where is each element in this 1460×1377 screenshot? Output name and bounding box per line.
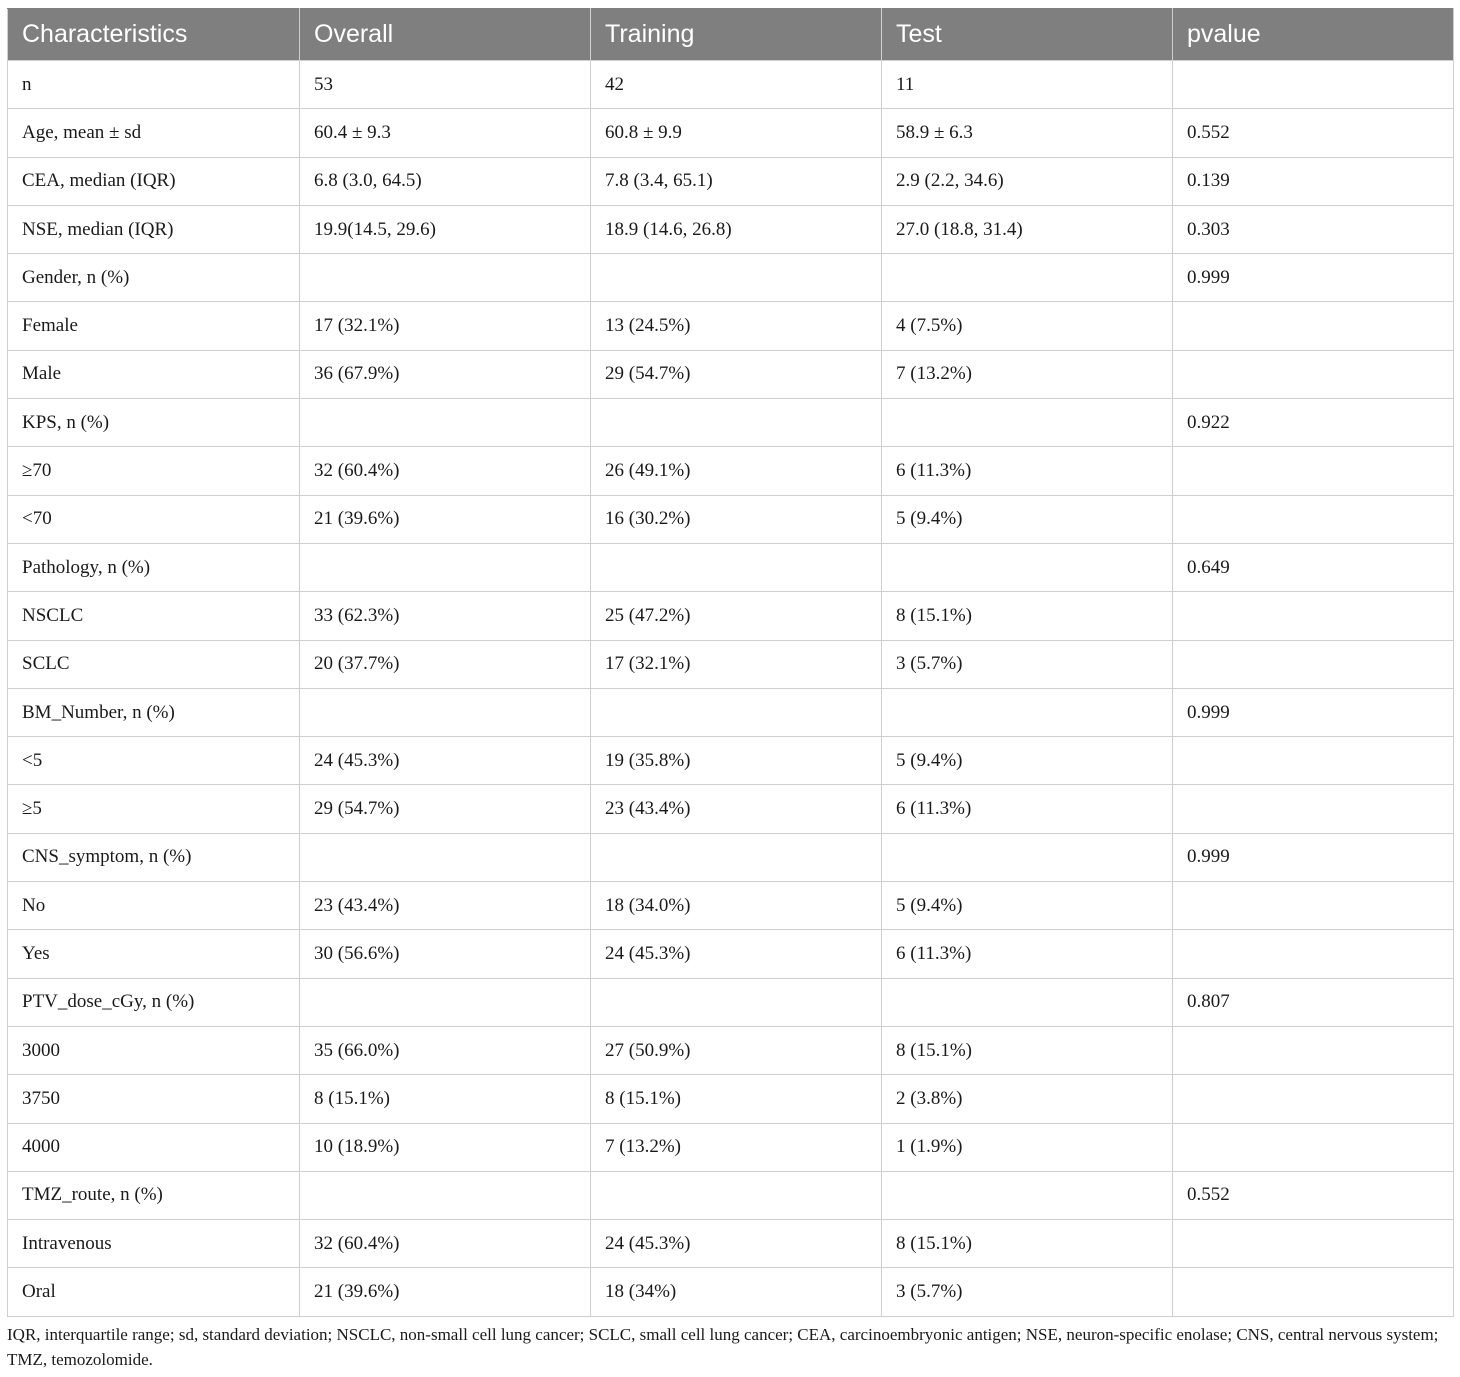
pvalue-cell xyxy=(1173,1123,1454,1171)
characteristic-cell: KPS, n (%) xyxy=(8,399,300,447)
test-cell: 8 (15.1%) xyxy=(882,1220,1173,1268)
pvalue-cell: 0.999 xyxy=(1173,833,1454,881)
characteristic-cell: CNS_symptom, n (%) xyxy=(8,833,300,881)
header-overall: Overall xyxy=(300,9,591,61)
table-row xyxy=(8,978,1454,1026)
pvalue-cell: 0.139 xyxy=(1173,157,1454,205)
table-row xyxy=(8,109,1454,157)
training-cell: 24 (45.3%) xyxy=(591,1220,882,1268)
characteristic-cell: <70 xyxy=(8,495,300,543)
table-row xyxy=(8,833,1454,881)
overall-cell: 21 (39.6%) xyxy=(300,1268,591,1316)
pvalue-cell xyxy=(1173,737,1454,785)
training-cell: 18 (34.0%) xyxy=(591,882,882,930)
pvalue-cell xyxy=(1173,302,1454,350)
test-cell: 6 (11.3%) xyxy=(882,930,1173,978)
training-cell: 29 (54.7%) xyxy=(591,350,882,398)
characteristic-cell: Gender, n (%) xyxy=(8,254,300,302)
training-cell: 17 (32.1%) xyxy=(591,640,882,688)
overall-cell: 23 (43.4%) xyxy=(300,882,591,930)
characteristic-cell: CEA, median (IQR) xyxy=(8,157,300,205)
overall-cell: 8 (15.1%) xyxy=(300,1075,591,1123)
table-row xyxy=(8,1171,1454,1219)
characteristic-cell: 4000 xyxy=(8,1123,300,1171)
overall-cell: 24 (45.3%) xyxy=(300,737,591,785)
header-pvalue: pvalue xyxy=(1173,9,1454,61)
characteristic-cell: NSCLC xyxy=(8,592,300,640)
characteristic-cell: Age, mean ± sd xyxy=(8,109,300,157)
overall-cell xyxy=(300,1171,591,1219)
training-cell: 26 (49.1%) xyxy=(591,447,882,495)
pvalue-cell xyxy=(1173,61,1454,109)
overall-cell: 29 (54.7%) xyxy=(300,785,591,833)
overall-cell: 6.8 (3.0, 64.5) xyxy=(300,157,591,205)
pvalue-cell xyxy=(1173,785,1454,833)
overall-cell: 60.4 ± 9.3 xyxy=(300,109,591,157)
table-row xyxy=(8,543,1454,591)
training-cell xyxy=(591,978,882,1026)
characteristic-cell: No xyxy=(8,882,300,930)
characteristic-cell: Female xyxy=(8,302,300,350)
test-cell xyxy=(882,978,1173,1026)
pvalue-cell: 0.999 xyxy=(1173,254,1454,302)
header-test: Test xyxy=(882,9,1173,61)
training-cell: 25 (47.2%) xyxy=(591,592,882,640)
training-cell: 42 xyxy=(591,61,882,109)
table-body xyxy=(8,61,1454,1317)
test-cell: 4 (7.5%) xyxy=(882,302,1173,350)
overall-cell xyxy=(300,688,591,736)
training-cell xyxy=(591,543,882,591)
characteristic-cell: BM_Number, n (%) xyxy=(8,688,300,736)
training-cell xyxy=(591,833,882,881)
table-row xyxy=(8,1123,1454,1171)
pvalue-cell xyxy=(1173,1220,1454,1268)
overall-cell xyxy=(300,833,591,881)
table-row xyxy=(8,447,1454,495)
training-cell xyxy=(591,254,882,302)
test-cell xyxy=(882,688,1173,736)
training-cell: 18 (34%) xyxy=(591,1268,882,1316)
test-cell: 5 (9.4%) xyxy=(882,495,1173,543)
test-cell: 8 (15.1%) xyxy=(882,1026,1173,1074)
characteristic-cell: <5 xyxy=(8,737,300,785)
pvalue-cell: 0.552 xyxy=(1173,1171,1454,1219)
table-row xyxy=(8,254,1454,302)
characteristic-cell: n xyxy=(8,61,300,109)
pvalue-cell: 0.922 xyxy=(1173,399,1454,447)
characteristic-cell: Intravenous xyxy=(8,1220,300,1268)
training-cell xyxy=(591,399,882,447)
test-cell: 3 (5.7%) xyxy=(882,640,1173,688)
test-cell xyxy=(882,1171,1173,1219)
overall-cell: 36 (67.9%) xyxy=(300,350,591,398)
test-cell: 8 (15.1%) xyxy=(882,592,1173,640)
characteristic-cell: 3750 xyxy=(8,1075,300,1123)
characteristic-cell: Yes xyxy=(8,930,300,978)
overall-cell: 35 (66.0%) xyxy=(300,1026,591,1074)
overall-cell: 32 (60.4%) xyxy=(300,1220,591,1268)
training-cell: 23 (43.4%) xyxy=(591,785,882,833)
table-row xyxy=(8,1220,1454,1268)
header-training: Training xyxy=(591,9,882,61)
pvalue-cell xyxy=(1173,930,1454,978)
training-cell: 18.9 (14.6, 26.8) xyxy=(591,205,882,253)
overall-cell xyxy=(300,543,591,591)
pvalue-cell xyxy=(1173,495,1454,543)
training-cell: 16 (30.2%) xyxy=(591,495,882,543)
characteristic-cell: SCLC xyxy=(8,640,300,688)
table-row xyxy=(8,1075,1454,1123)
training-cell xyxy=(591,1171,882,1219)
characteristics-table xyxy=(7,8,1454,1317)
table-row xyxy=(8,737,1454,785)
table-row xyxy=(8,1268,1454,1316)
table-row xyxy=(8,399,1454,447)
test-cell: 6 (11.3%) xyxy=(882,447,1173,495)
overall-cell xyxy=(300,399,591,447)
pvalue-cell: 0.999 xyxy=(1173,688,1454,736)
test-cell: 27.0 (18.8, 31.4) xyxy=(882,205,1173,253)
pvalue-cell xyxy=(1173,1026,1454,1074)
training-cell: 8 (15.1%) xyxy=(591,1075,882,1123)
training-cell: 60.8 ± 9.9 xyxy=(591,109,882,157)
characteristic-cell: ≥70 xyxy=(8,447,300,495)
pvalue-cell: 0.303 xyxy=(1173,205,1454,253)
table-row xyxy=(8,930,1454,978)
overall-cell: 32 (60.4%) xyxy=(300,447,591,495)
training-cell: 19 (35.8%) xyxy=(591,737,882,785)
characteristic-cell: Male xyxy=(8,350,300,398)
overall-cell: 21 (39.6%) xyxy=(300,495,591,543)
table-row xyxy=(8,785,1454,833)
table-header-row xyxy=(8,9,1454,61)
table-row xyxy=(8,205,1454,253)
test-cell: 3 (5.7%) xyxy=(882,1268,1173,1316)
characteristic-cell: ≥5 xyxy=(8,785,300,833)
header-characteristics: Characteristics xyxy=(8,9,300,61)
characteristic-cell: NSE, median (IQR) xyxy=(8,205,300,253)
test-cell: 5 (9.4%) xyxy=(882,882,1173,930)
test-cell xyxy=(882,399,1173,447)
characteristic-cell: PTV_dose_cGy, n (%) xyxy=(8,978,300,1026)
pvalue-cell xyxy=(1173,882,1454,930)
characteristic-cell: TMZ_route, n (%) xyxy=(8,1171,300,1219)
test-cell: 11 xyxy=(882,61,1173,109)
pvalue-cell xyxy=(1173,640,1454,688)
test-cell: 1 (1.9%) xyxy=(882,1123,1173,1171)
characteristic-cell: Pathology, n (%) xyxy=(8,543,300,591)
table-row xyxy=(8,640,1454,688)
test-cell xyxy=(882,543,1173,591)
characteristic-cell: Oral xyxy=(8,1268,300,1316)
test-cell: 5 (9.4%) xyxy=(882,737,1173,785)
training-cell: 7.8 (3.4, 65.1) xyxy=(591,157,882,205)
test-cell xyxy=(882,833,1173,881)
table-row xyxy=(8,302,1454,350)
pvalue-cell: 0.552 xyxy=(1173,109,1454,157)
pvalue-cell xyxy=(1173,1268,1454,1316)
overall-cell: 10 (18.9%) xyxy=(300,1123,591,1171)
test-cell: 2.9 (2.2, 34.6) xyxy=(882,157,1173,205)
characteristics-table-container xyxy=(7,8,1453,1317)
test-cell: 58.9 ± 6.3 xyxy=(882,109,1173,157)
table-row xyxy=(8,882,1454,930)
overall-cell: 33 (62.3%) xyxy=(300,592,591,640)
overall-cell: 30 (56.6%) xyxy=(300,930,591,978)
overall-cell xyxy=(300,254,591,302)
training-cell: 27 (50.9%) xyxy=(591,1026,882,1074)
test-cell: 6 (11.3%) xyxy=(882,785,1173,833)
table-row xyxy=(8,495,1454,543)
training-cell: 24 (45.3%) xyxy=(591,930,882,978)
table-footnote: IQR, interquartile range; sd, standard deviation; NSCLC, non-small cell lung cancer; SCLC, small cell lung cancer; CEA, carcinoembryonic antigen; NSE, neuron-specific enolase; CNS, central nervous system; TMZ, temozolomide. xyxy=(7,1325,1439,1369)
table-row xyxy=(8,1026,1454,1074)
training-cell xyxy=(591,688,882,736)
training-cell: 7 (13.2%) xyxy=(591,1123,882,1171)
table-row xyxy=(8,688,1454,736)
pvalue-cell: 0.807 xyxy=(1173,978,1454,1026)
characteristic-cell: 3000 xyxy=(8,1026,300,1074)
overall-cell: 20 (37.7%) xyxy=(300,640,591,688)
table-row xyxy=(8,592,1454,640)
training-cell: 13 (24.5%) xyxy=(591,302,882,350)
table-row xyxy=(8,61,1454,109)
pvalue-cell xyxy=(1173,350,1454,398)
test-cell: 2 (3.8%) xyxy=(882,1075,1173,1123)
overall-cell: 17 (32.1%) xyxy=(300,302,591,350)
test-cell: 7 (13.2%) xyxy=(882,350,1173,398)
overall-cell: 19.9(14.5, 29.6) xyxy=(300,205,591,253)
pvalue-cell xyxy=(1173,1075,1454,1123)
test-cell xyxy=(882,254,1173,302)
table-row xyxy=(8,350,1454,398)
pvalue-cell: 0.649 xyxy=(1173,543,1454,591)
overall-cell xyxy=(300,978,591,1026)
table-row xyxy=(8,157,1454,205)
pvalue-cell xyxy=(1173,447,1454,495)
pvalue-cell xyxy=(1173,592,1454,640)
overall-cell: 53 xyxy=(300,61,591,109)
